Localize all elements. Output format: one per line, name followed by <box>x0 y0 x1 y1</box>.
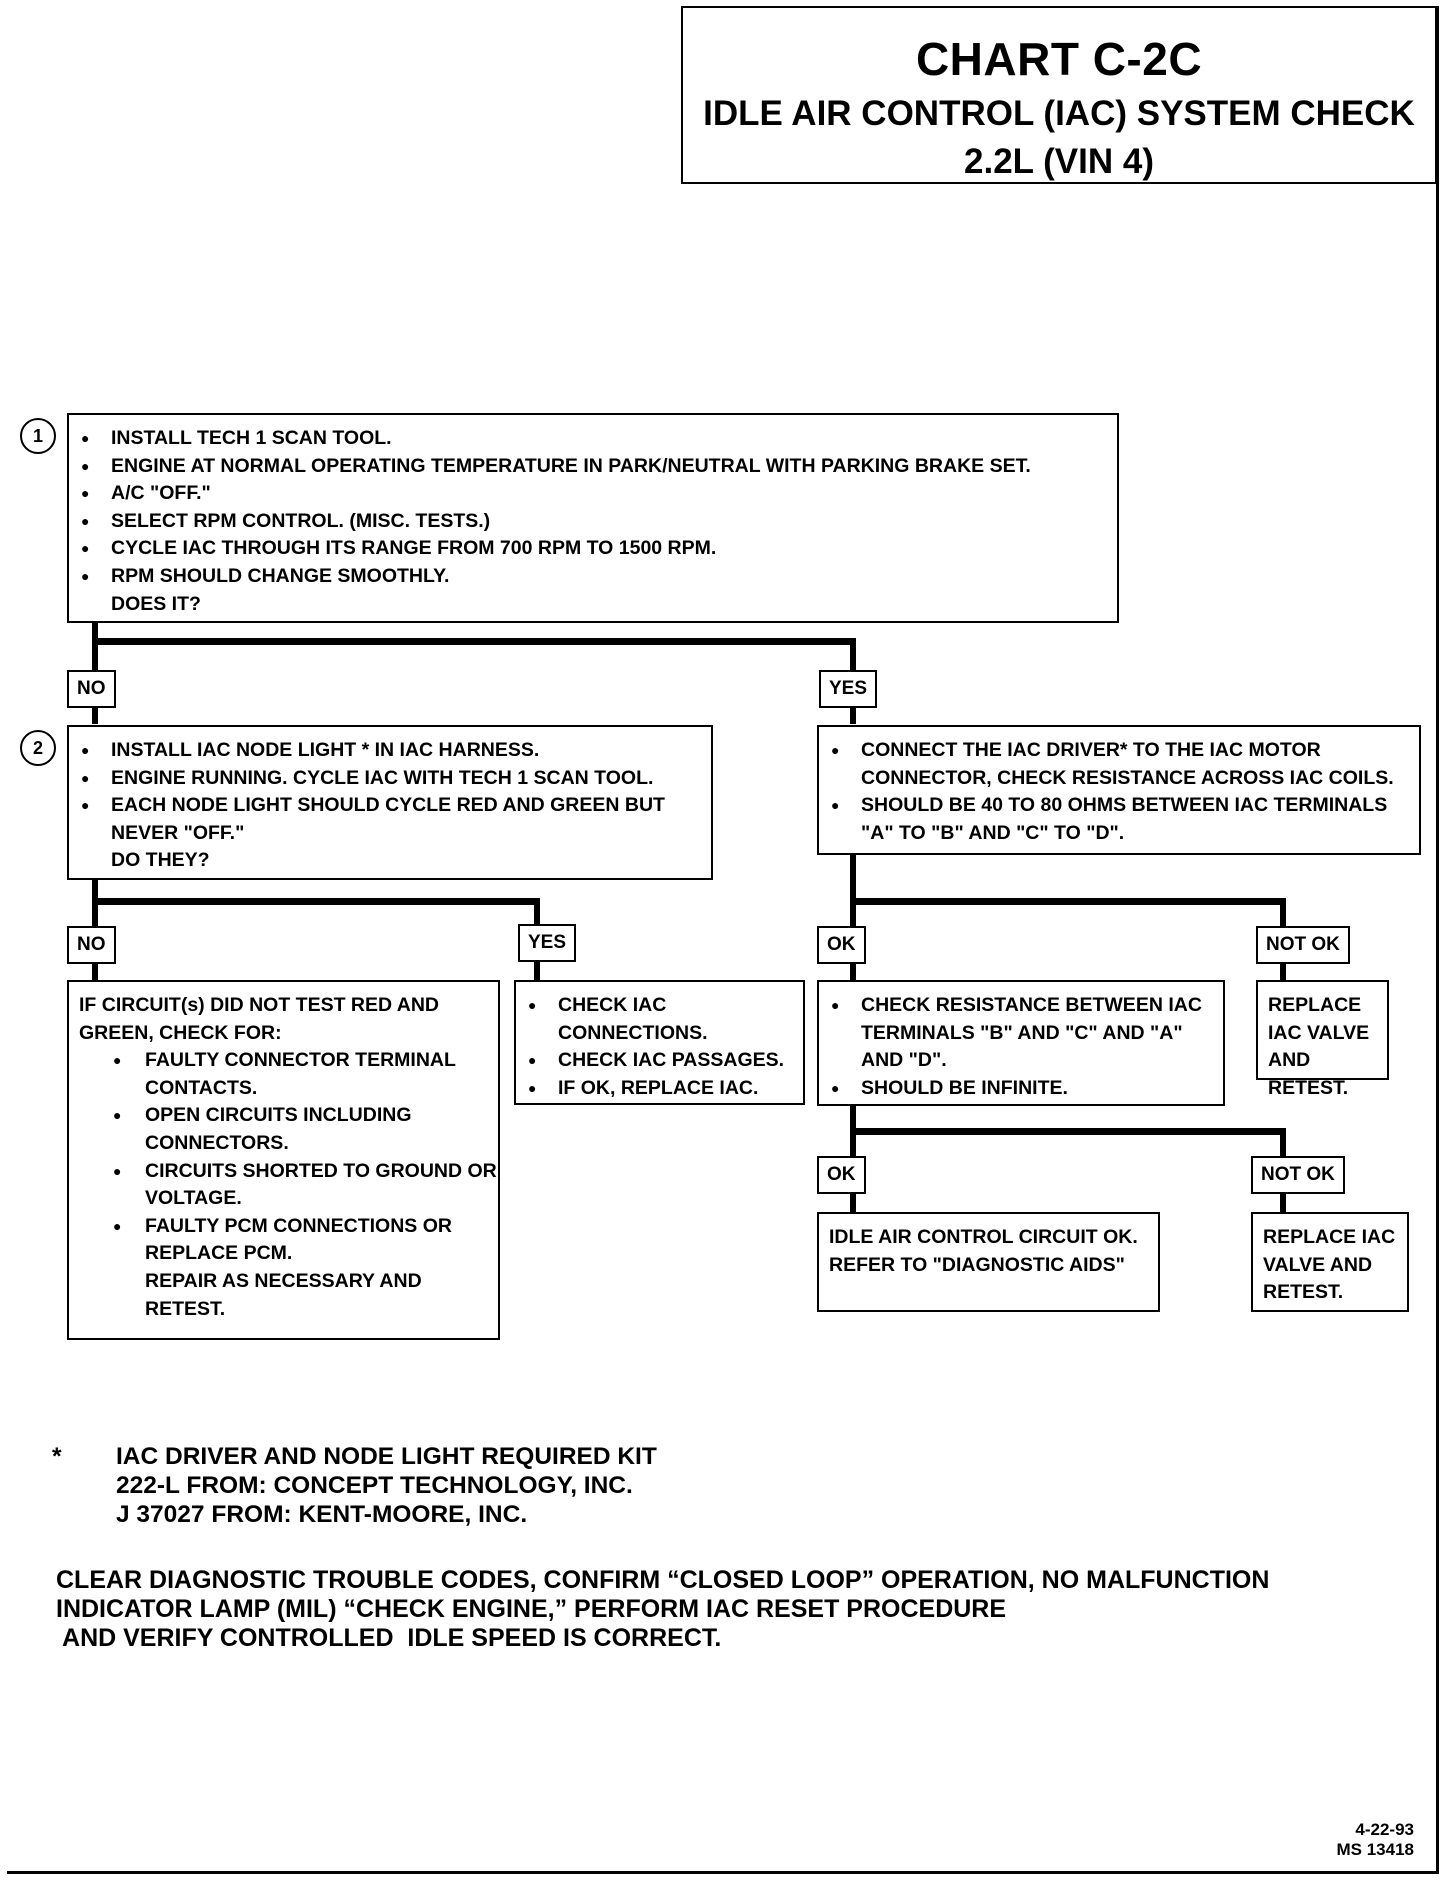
label-not-ok: NOT OK <box>1256 926 1350 964</box>
chart-subtitle: IDLE AIR CONTROL (IAC) SYSTEM CHECK <box>703 94 1415 133</box>
connector <box>850 962 856 982</box>
step-2-marker: 2 <box>20 730 56 766</box>
chart-title: CHART C-2C <box>915 33 1203 85</box>
step-2-item: ● EACH NODE LIGHT SHOULD CYCLE RED AND GREEN BUT NEVER "OFF." <box>69 792 711 847</box>
circuit-check-box <box>67 980 500 1340</box>
label-ok: OK <box>817 926 866 964</box>
footnote-line: IAC DRIVER AND NODE LIGHT REQUIRED KIT <box>116 1443 657 1470</box>
connector <box>850 638 856 672</box>
step-2-item: ● INSTALL IAC NODE LIGHT * IN IAC HARNESS. <box>69 737 711 765</box>
label-yes: YES <box>518 924 576 962</box>
connector <box>850 898 1286 905</box>
connector <box>92 706 98 724</box>
step-1-item: ● ENGINE AT NORMAL OPERATING TEMPERATURE IN PARK/NEUTRAL WITH PARKING BRAKE SET. <box>69 453 1117 481</box>
circuit-check-item: ● OPEN CIRCUITS INCLUDING CONNECTORS. <box>69 1102 498 1157</box>
footnote-line: 222-L FROM: CONCEPT TECHNOLOGY, INC. <box>116 1472 633 1499</box>
connector <box>92 898 540 905</box>
step-1-item: ● A/C "OFF." <box>69 480 1117 508</box>
circuit-check-intro: IF CIRCUIT(s) DID NOT TEST RED AND GREEN, CHECK FOR: <box>79 994 440 1044</box>
replace-iac-text: REPLACE IAC VALVE AND RETEST. <box>1263 1226 1396 1304</box>
step-1-item: ● RPM SHOULD CHANGE SMOOTHLY. <box>69 563 1117 591</box>
check-iac-item: ● CHECK IAC CONNECTIONS. <box>516 992 803 1047</box>
document-number: MS 13418 <box>1336 1840 1414 1859</box>
step-1-marker: 1 <box>20 418 56 454</box>
label-no: NO <box>67 926 116 964</box>
replace-iac-box <box>1256 980 1389 1099</box>
connector <box>1280 1192 1286 1212</box>
footnote-line: J 37027 FROM: KENT-MOORE, INC. <box>116 1501 528 1528</box>
idle-control-ok-text: IDLE AIR CONTROL CIRCUIT OK. REFER TO "DIAGNOSTIC AIDS" <box>829 1226 1138 1276</box>
connector <box>534 960 540 982</box>
connector <box>92 898 98 928</box>
connector <box>850 706 856 724</box>
circuit-check-item: ● CIRCUITS SHORTED TO GROUND OR VOLTAGE. <box>69 1158 498 1213</box>
connector <box>1280 1128 1286 1158</box>
instruction-line: AND VERIFY CONTROLLED IDLE SPEED IS CORRECT. <box>56 1624 722 1652</box>
circuit-check-repair: REPAIR AS NECESSARY AND RETEST. <box>145 1269 422 1320</box>
step-1-question: DOES IT? <box>111 592 201 615</box>
connector <box>850 1128 856 1158</box>
circuit-check-item: ● FAULTY PCM CONNECTIONS OR REPLACE PCM. <box>69 1213 498 1268</box>
instruction-line: CLEAR DIAGNOSTIC TROUBLE CODES, CONFIRM “CLOSED LOOP” OPERATION, NO MALFUNCTION <box>56 1566 1270 1594</box>
final-instructions <box>56 1566 1396 1653</box>
label-ok: OK <box>817 1156 866 1194</box>
step-1-item: ● SELECT RPM CONTROL. (MISC. TESTS.) <box>69 508 1117 536</box>
label-not-ok: NOT OK <box>1251 1156 1345 1194</box>
idle-control-ok-box <box>817 1212 1160 1312</box>
connector <box>92 638 98 672</box>
label-yes: YES <box>819 670 877 708</box>
check-iac-item: ● CHECK IAC PASSAGES. <box>516 1047 803 1075</box>
step-1-item: ● INSTALL TECH 1 SCAN TOOL. <box>69 425 1117 453</box>
step-1-item: ● CYCLE IAC THROUGH ITS RANGE FROM 700 RPM TO 1500 RPM. <box>69 535 1117 563</box>
footnote-star: * <box>52 1443 62 1470</box>
connector <box>92 638 856 645</box>
connector <box>534 898 540 926</box>
check-iac-box <box>514 980 805 1105</box>
connector <box>850 852 856 904</box>
document-code <box>1337 1820 1415 1860</box>
document-date: 4-22-93 <box>1355 1820 1414 1839</box>
resistance-item: ● SHOULD BE INFINITE. <box>819 1075 1223 1103</box>
step-2-item: ● ENGINE RUNNING. CYCLE IAC WITH TECH 1 SCAN TOOL. <box>69 765 711 793</box>
iac-driver-box <box>817 725 1421 855</box>
instruction-line: INDICATOR LAMP (MIL) “CHECK ENGINE,” PERFORM IAC RESET PROCEDURE <box>56 1595 1007 1623</box>
connector <box>850 1192 856 1214</box>
connector <box>850 898 856 928</box>
step-2-question: DO THEY? <box>111 849 210 872</box>
engine-designation: 2.2L (VIN 4) <box>964 142 1154 181</box>
replace-iac-box <box>1251 1212 1409 1312</box>
resistance-check-box <box>817 980 1225 1106</box>
step-1-box <box>67 413 1119 623</box>
step-2-box <box>67 725 713 880</box>
connector <box>850 1128 1286 1135</box>
chart-title-block <box>681 6 1437 184</box>
kit-footnote <box>52 1442 657 1529</box>
circuit-check-item: ● FAULTY CONNECTOR TERMINAL CONTACTS. <box>69 1047 498 1102</box>
check-iac-item: ● IF OK, REPLACE IAC. <box>516 1075 803 1103</box>
connector <box>1280 962 1286 982</box>
label-no: NO <box>67 670 116 708</box>
replace-iac-text: REPLACE IAC VALVE AND RETEST. <box>1268 994 1370 1099</box>
connector <box>1280 898 1286 928</box>
iac-driver-item: ● CONNECT THE IAC DRIVER* TO THE IAC MOTOR CONNECTOR, CHECK RESISTANCE ACROSS IAC COILS. <box>819 737 1419 792</box>
resistance-item: ● CHECK RESISTANCE BETWEEN IAC TERMINALS "B" AND "C" AND "A" AND "D". <box>819 992 1223 1075</box>
connector <box>92 962 98 982</box>
iac-driver-item: ● SHOULD BE 40 TO 80 OHMS BETWEEN IAC TERMINALS "A" TO "B" AND "C" TO "D". <box>819 792 1419 847</box>
